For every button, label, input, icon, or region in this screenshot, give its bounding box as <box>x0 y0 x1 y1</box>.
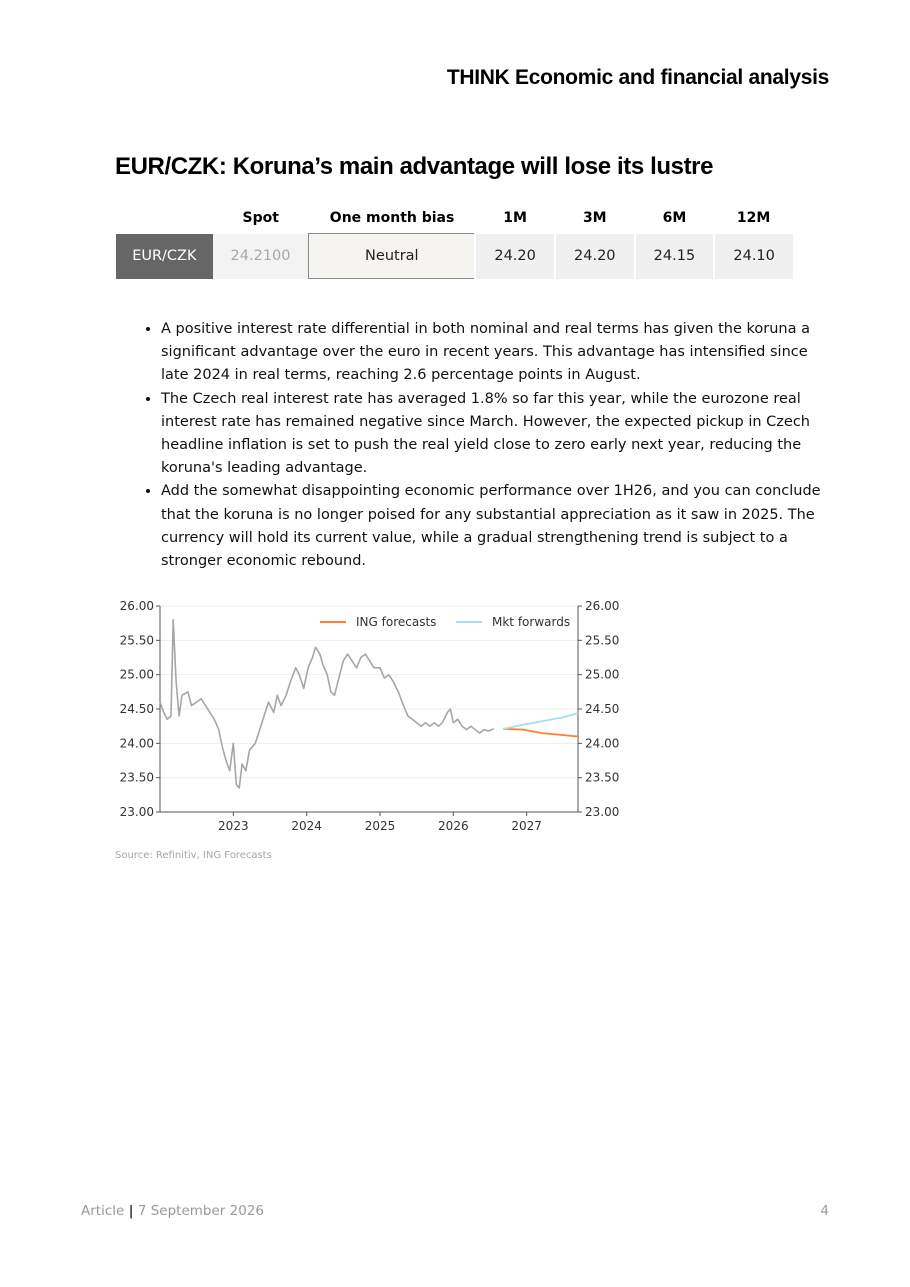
table-header-spot: Spot <box>242 210 279 227</box>
table-header-bias: One month bias <box>329 210 455 226</box>
table-header-12m: 12M <box>736 210 771 227</box>
chart-y-tick-label-left: 23.00 <box>119 805 154 819</box>
chart-y-tick-label-right: 23.50 <box>585 770 620 785</box>
table-header-row <box>116 203 793 234</box>
chart-y-tick-label-right: 25.50 <box>585 633 620 648</box>
footer-label: Article <box>81 1203 125 1219</box>
forecast-table <box>116 203 793 279</box>
chart-y-tick-label-right: 26.00 <box>585 599 620 613</box>
forecast-6m-cell: 24.15 <box>635 234 715 279</box>
chart-y-tick-label-left: 25.00 <box>119 667 154 682</box>
section-title: EUR/CZK: Koruna’s main advantage will lose its lustre <box>115 153 714 180</box>
table-header-pair <box>116 203 213 234</box>
chart-legend-label: ING forecasts <box>356 615 437 629</box>
page-number: 4 <box>820 1203 829 1219</box>
chart-y-tick-label-left: 24.00 <box>119 736 154 751</box>
chart-y-tick-label-left: 26.00 <box>119 599 154 613</box>
key-points-list <box>143 318 821 573</box>
publication-header: THINK Economic and financial analysis <box>446 66 829 89</box>
chart-legend-label: Mkt forwards <box>492 615 571 629</box>
table-header-3m: 3M <box>582 210 607 227</box>
chart-x-tick-label: 2027 <box>511 819 542 833</box>
chart-x-tick-label: 2024 <box>291 819 322 833</box>
chart-source: Source: Refinitiv, ING Forecasts <box>115 850 272 861</box>
chart-y-tick-label-left: 23.50 <box>119 770 154 785</box>
currency-pair-cell: EUR/CZK <box>116 234 213 279</box>
chart-x-tick-label: 2025 <box>364 819 396 833</box>
chart-y-tick-label-right: 24.50 <box>585 702 620 716</box>
list-item: • Add the somewhat disappointing economic performance over 1H26, and you can conclude that the koruna is no longer poised for any substantial appreciation as it saw in 2025. The currency will hold its current value, while a gradual strengthening trend is subject to a stronger economic rebound. <box>161 480 821 573</box>
chart-y-tick-label-right: 23.00 <box>585 805 620 819</box>
table-header-1m: 1M <box>503 210 527 227</box>
chart-series-line-1 <box>503 729 578 737</box>
chart-x-tick-label: 2023 <box>218 819 249 833</box>
chart-y-tick-label-left: 24.50 <box>119 702 154 716</box>
chart-series-line-2 <box>503 713 578 729</box>
chart-x-tick-label: 2026 <box>438 819 469 833</box>
spot-rate-cell: 24.2100 <box>213 234 309 279</box>
list-item: • A positive interest rate differential in both nominal and real terms has given the koruna a significant advantage over the euro in recent years. This advantage has intensified since late 2024 in real terms, reaching 2.6 percentage points in August. <box>161 318 821 388</box>
chart-y-tick-label-right: 25.00 <box>585 667 620 682</box>
eurczk-line-chart <box>110 594 630 844</box>
footer-date: 7 September 2026 <box>137 1203 264 1219</box>
table-header-6m: 6M <box>662 210 687 227</box>
table-row <box>116 234 793 279</box>
chart-series-line-0 <box>160 620 494 788</box>
bias-cell: Neutral <box>309 234 475 279</box>
chart-y-tick-label-right: 24.00 <box>585 736 620 751</box>
forecast-3m-cell: 24.20 <box>555 234 635 279</box>
chart-y-tick-label-left: 25.50 <box>119 633 154 648</box>
footer-separator: | <box>128 1203 134 1219</box>
forecast-1m-cell: 24.20 <box>475 234 555 279</box>
forecast-12m-cell: 24.10 <box>714 234 793 279</box>
footer-article-date <box>81 1203 264 1219</box>
list-item: • The Czech real interest rate has averaged 1.8% so far this year, while the eurozone real interest rate has remained negative since March. However, the expected pickup in Czech headline inflation is set to push the real yield close to zero early next year, reducing the koruna's leading advantage. <box>161 388 821 481</box>
